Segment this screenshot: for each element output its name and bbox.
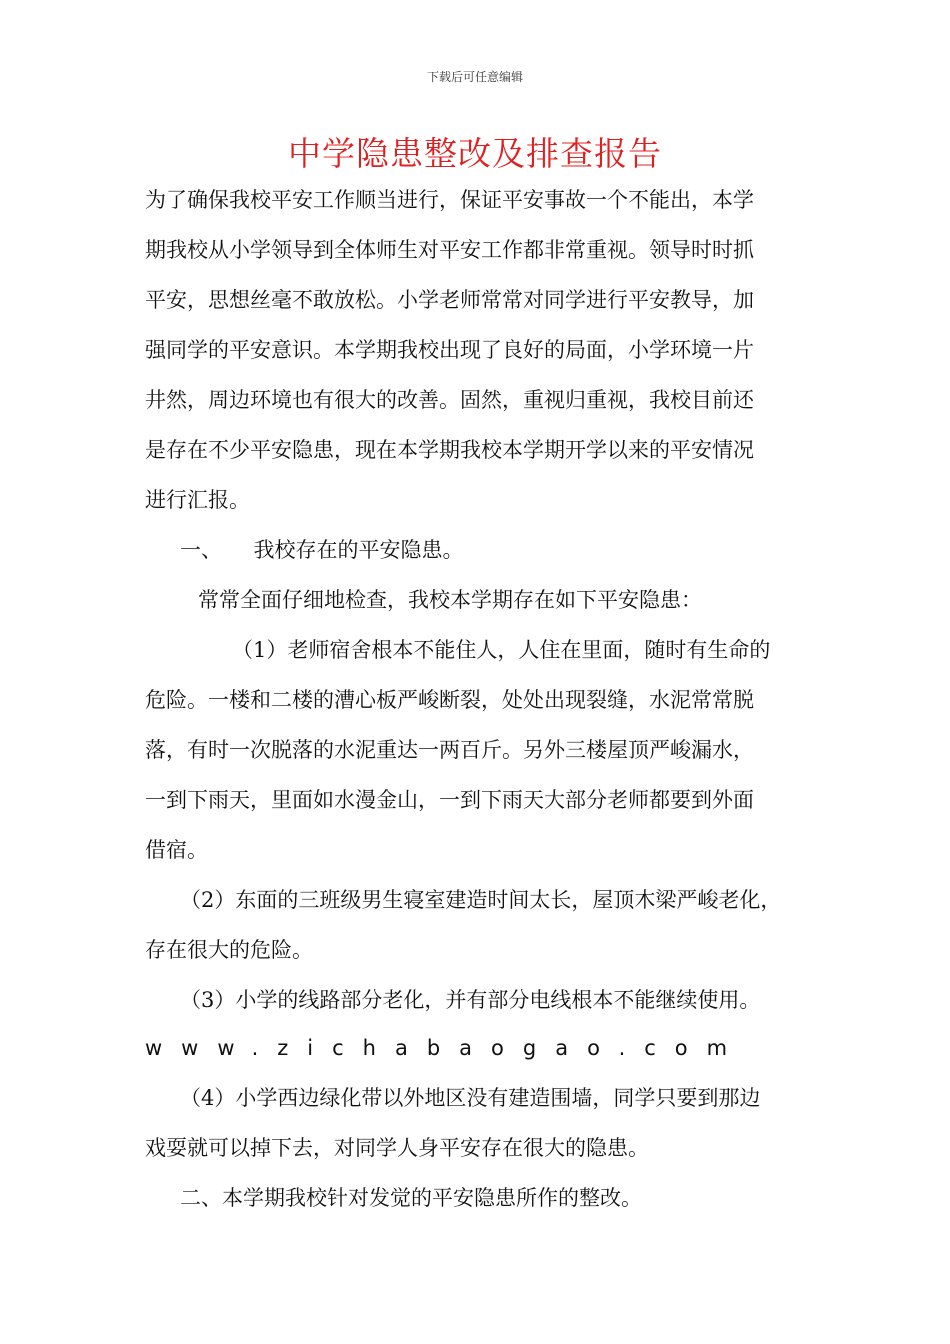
paragraph-line: 存在很大的危险。 [145,938,313,962]
paragraph-line: 井然，周边环境也有很大的改善。固然，重视归重视，我校目前还 [145,388,754,412]
paragraph-line: 戏耍就可以掉下去，对同学人身平安存在很大的隐患。 [145,1136,649,1160]
section-heading-1: 一、 我校存在的平安隐患。 [180,538,464,562]
paragraph-line: 进行汇报。 [145,488,250,512]
paragraph-line: 为了确保我校平安工作顺当进行，保证平安事故一个不能出，本学 [145,188,754,212]
list-item-2: （2）东面的三班级男生寝室建造时间太长，屋顶木梁严峻老化， [180,888,782,912]
document-title: 中学隐患整改及排查报告 [288,134,662,173]
paragraph-line: 平安，思想丝毫不敢放松。小学老师常常对同学进行平安教导，加 [145,288,754,312]
paragraph-line: 借宿。 [145,838,208,862]
paragraph-line: 是存在不少平安隐患，现在本学期我校本学期开学以来的平安情况 [145,438,754,462]
list-item-4: （4）小学西边绿化带以外地区没有建造围墙，同学只要到那边 [180,1086,761,1110]
paragraph-line: 落，有时一次脱落的水泥重达一两百斤。另外三楼屋顶严峻漏水， [145,738,754,762]
section-heading-2: 二、本学期我校针对发觉的平安隐患所作的整改。 [180,1186,642,1210]
website-watermark-text: www.zichabaogao.com [145,1036,747,1060]
list-item-1: （1）老师宿舍根本不能住人，人住在里面，随时有生命的 [232,638,771,662]
list-item-3: （3）小学的线路部分老化，并有部分电线根本不能继续使用。 [180,988,761,1012]
paragraph-line: 期我校从小学领导到全体师生对平安工作都非常重视。领导时时抓 [145,238,754,262]
page-header-note: 下载后可任意编辑 [426,70,523,84]
paragraph-line: 常常全面仔细地检查，我校本学期存在如下平安隐患： [198,588,702,612]
paragraph-line: 危险。一楼和二楼的漕心板严峻断裂，处处出现裂缝，水泥常常脱 [145,688,754,712]
paragraph-line: 一到下雨天，里面如水漫金山，一到下雨天大部分老师都要到外面 [145,788,754,812]
paragraph-line: 强同学的平安意识。本学期我校出现了良好的局面，小学环境一片 [145,338,754,362]
